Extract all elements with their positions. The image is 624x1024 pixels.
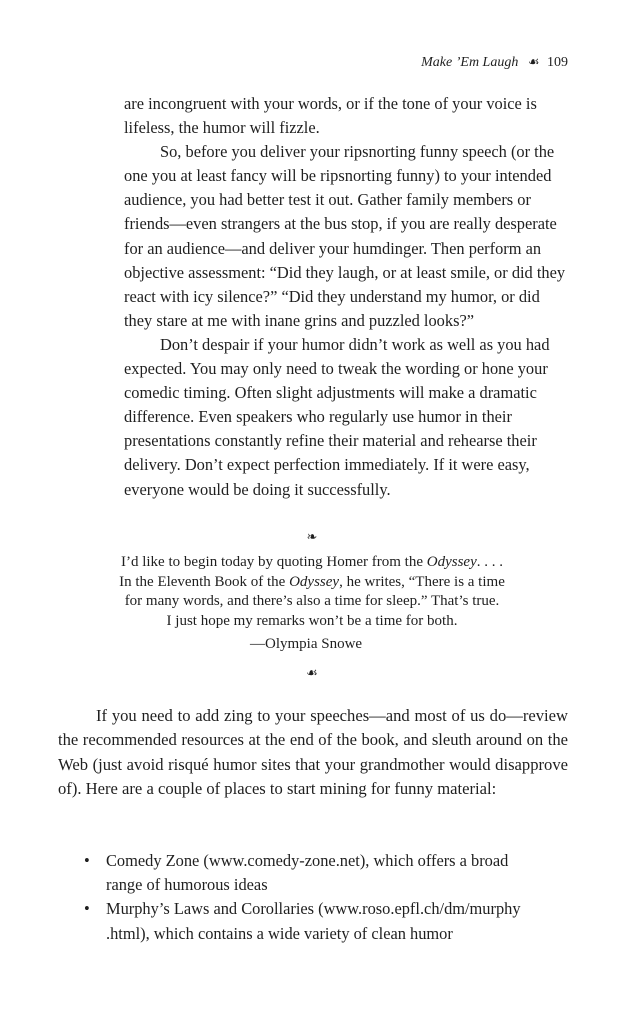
bullet-icon: • [84,851,90,870]
running-header [421,54,568,71]
book-title: Odyssey [426,554,477,570]
resource-list [80,849,570,946]
epigraph-quote [62,553,562,631]
paragraph-test-speech: So, before you deliver your ripsnorting funny speech (or the one you at least fancy will be ripsnorting funny) to your intended audience, you had better test it out. Gather family members or friends—even strangers at the bus stop, if you are really desperate for an audience—and deliver your humdinger. Then perform an objective assessment: “Did they laugh, or at least smile, or did they react with icy silence?” “Did they understand my humor, or did they stare at me with inane grins and puzzled looks?” [124,142,566,330]
fleuron-ornament-icon: ☙ [527,54,540,69]
running-title: Make ’Em Laugh [421,55,519,70]
paragraph-dont-despair: Don’t despair if your humor didn’t work as well as you had expected. You may only need to tweak the wording or hone your comedic timing. Often slight adjustments will make a dramatic difference. Even speakers who regularly use humor in their presentations constantly refine their material and rehearse their delivery. Don’t expect perfection immediately. If it were easy, everyone would be doing it successfully. [124,334,550,499]
book-title: Odyssey [289,573,340,590]
paragraph-continued: are incongruent with your words, or if the tone of your voice is lifeless, the humor will fizzle. [124,94,537,138]
paragraph-resources: If you need to add zing to your speeches—and most of us do—review the recommended resources at the end of the book, and sleuth around on the Web (just avoid risqué humor sites that your grandmother would disapprove of). Here are a couple of places to start mining for funny material: [58,706,568,798]
quote-line-4: I just hope my remarks won’t be a time for both. [166,612,458,629]
quote-attribution: —Olympia Snowe [250,636,363,652]
page-number: 109 [547,55,568,70]
list-item: • Murphy’s Laws and Corollaries (www.roso.epfl.ch/dm/murphy .html), which contains a wide variety of clean humor [84,899,521,943]
quote-line-1: I’d like to begin today by quoting Homer from the Odyssey. . . . [120,554,503,570]
fleuron-bottom-icon: ☙ [306,665,318,680]
bullet-icon: • [84,899,90,919]
list-item: • Comedy Zone (www.comedy-zone.net), which offers a broad range of humorous ideas [84,851,509,895]
quote-line-3: for many words, and there’s also a time for sleep.” That’s true. [124,593,500,609]
fleuron-top-icon: ❧ [306,529,318,544]
quote-line-2: In the Eleventh Book of the Odyssey, he writes, “There is a time [119,573,505,590]
body-text [124,92,568,502]
